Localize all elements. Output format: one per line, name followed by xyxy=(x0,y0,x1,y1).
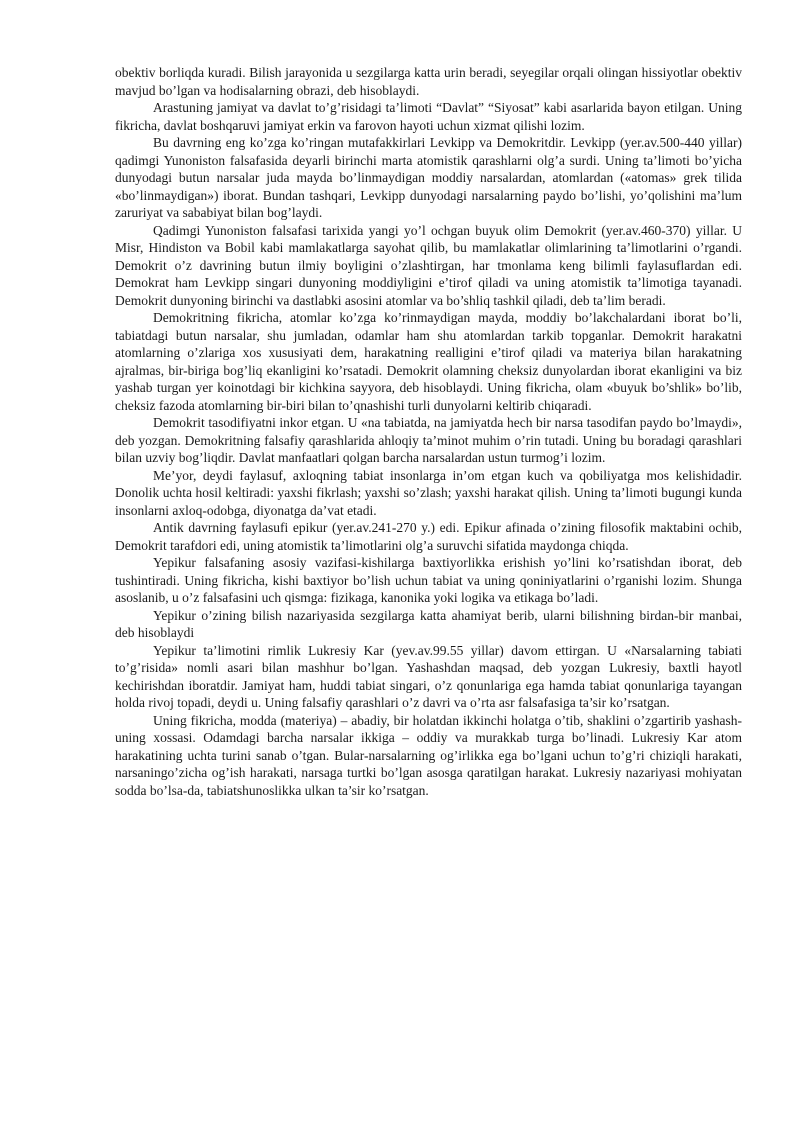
paragraph: Yepikur o’zining bilish nazariyasida sezgilarga katta ahamiyat berib, ularni bilishning birdan-bir manbai, deb hisoblaydi xyxy=(115,607,742,640)
paragraph: Demokritning fikricha, atomlar ko’zga ko’rinmaydigan mayda, moddiy bo’lakchalardani iborat bo’li, tabiatdagi butun narsalar, shu jumladan, odamlar ham shu atomlardan tarkib topganlar. Demokrit harakatni atomlarning o’zlariga xos xususiyati dem, harakatning realligini e’tirof qiladi va materiya bilan harakatning ajralmas, bir-biriga bog’liq ekanligini ko’rsatadi. Demokrit olamning cheksiz dunyolardan iborat ekanligini va biz yashab turgan yer koinotdagi bir kichkina sayyora, deb hisoblaydi. Uning fikricha, olam «buyuk bo’shlik» bo’lib, cheksiz fazoda atomlarning bir-biri bilan to’qnashishi turli dunyolarni keltirib chiqaradi. xyxy=(115,310,742,413)
paragraph: Arastuning jamiyat va davlat to’g’risidagi ta’limoti “Davlat” “Siyosat” kabi asarlarida bayon etilgan. Uning fikricha, davlat boshqaruvi jamiyat erkin va farovon hayoti uchun xizmat qilishi lozim. xyxy=(115,100,742,133)
paragraph: Bu davrning eng ko’zga ko’ringan mutafakkirlari Levkipp va Demokritdir. Levkipp (yer.av.500-440 yillar) qadimgi Yunoniston falsafasida deyarli birinchi marta atomistik qarashlarni olg’a surdi. Uning ta’limoti bo’yicha dunyodagi butun narsalar juda mayda bo’linmaydigan moddiy narsalardan, atomlardan («atomas» grek tilida «bo’linmaydigan») iborat. Bundan tashqari, Levkipp dunyodagi narsalarning paydo bo’lishi, yo’qolishini ma’lum zaruriyat va sababiyat bilan bog’laydi. xyxy=(115,135,742,220)
paragraph: Antik davrning faylasufi epikur (yer.av.241-270 y.) edi. Epikur afinada o’zining filosofik maktabini ochib, Demokrit tarafdori edi, uning atomistik ta’limotlarini olg’a suruvchi sifatida maydonga chiqda. xyxy=(115,520,742,553)
document-page xyxy=(115,64,742,799)
paragraph: Qadimgi Yunoniston falsafasi tarixida yangi yo’l ochgan buyuk olim Demokrit (yer.av.460-370) yillar. U Misr, Hindiston va Bobil kabi mamlakatlarga sayohat qilib, bu mamlakatlar olimlarining ta’limotlarini o’rgandi. Demokrit o’z davrining butun ilmiy boyligini o’zlashtirgan, har tmonlama keng bilimli faylasuflardan edi. Demokrat ham Levkipp singari dunyoning moddiyligini e’tirof qiladi va uning atomistik ta’limotiga tayanadi. Demokrit dunyoning birinchi va dastlabki asosini atomlar va bo’shliq tashkil qiladi, deb ta’lim beradi. xyxy=(115,222,742,308)
paragraph: Demokrit tasodifiyatni inkor etgan. U «na tabiatda, na jamiyatda hech bir narsa tasodifan paydo bo’lmaydi», deb yozgan. Demokritning falsafiy qarashlarida ahloqiy ta’minot muhim o’rin tutadi. Uning bu boradagi qarashlari bilan uzviy bog’liqdir. Davlat manfaatlari qolgan barcha narsalardan ustun turmog’i lozim. xyxy=(115,415,742,465)
paragraph: Yepikur ta’limotini rimlik Lukresiy Kar (yev.av.99.55 yillar) davom ettirgan. U «Narsalarning tabiati to’g’risida» nomli asari bilan mashhur bo’lgan. Yashashdan maqsad, deb yozgan Lukresiy, baxtli hayotl kechirishdan iboratdir. Jamiyat ham, huddi tabiat singari, o’z qonunlariga ega hamda tabiat qonunlariga tayangan holda rivoj topadi, deydi u. Uning falsafiy qarashlari o’z davri va o’rta asr falsafasiga ta’sir ko’rsatgan. xyxy=(115,642,742,710)
paragraph: Yepikur falsafaning asosiy vazifasi-kishilarga baxtiyorlikka erishish yo’lini ko’rsatishdan iborat, deb tushintiradi. Uning fikricha, kishi baxtiyor bo’lish uchun tabiat va uning qoniniyatlarini o’rganishi lozim. Shunga asoslanib, u o’z falsafasini uch qismga: fizikaga, kanonika yoki logika va etikaga bo’ladi. xyxy=(115,555,742,605)
paragraph: Uning fikricha, modda (materiya) – abadiy, bir holatdan ikkinchi holatga o’tib, shaklini o’zgartirib yashash-uning xossasi. Odamdagi barcha narsalar ikkiga – oddiy va murakkab turga bo’linadi. Lukresiy Kar atom harakatining uchta turini sanab o’tgan. Bular-narsalarning og’irlikka ega bo’lgani uchun to’g’ri chiziqli harakati, narsaningo’zicha og’ish harakati, narsaga turtki bo’lgan asosga qaratilgan harakat. Lukresiy nazariyasi mohiyatan sodda bo’lsa-da, tabiatshunoslikka ulkan ta’sir ko’rsatgan. xyxy=(115,712,742,798)
paragraph: obektiv borliqda kuradi. Bilish jarayonida u sezgilarga katta urin beradi, seyegilar orqali olingan hissiyotlar obektiv mavjud bo’lgan va hodisalarning obrazi, deb hisoblaydi. xyxy=(115,65,742,98)
paragraph: Me’yor, deydi faylasuf, axloqning tabiat insonlarga in’om etgan kuch va qobiliyatga mos kelishidadir. Donolik uchta hosil keltiradi: yaxshi fikrlash; yaxshi so’zlash; yaxshi harakat qilish. Uning ta’limoti bugungi kunda insonlarni axloq-odobga, diyonatga da’vat etadi. xyxy=(115,467,742,518)
